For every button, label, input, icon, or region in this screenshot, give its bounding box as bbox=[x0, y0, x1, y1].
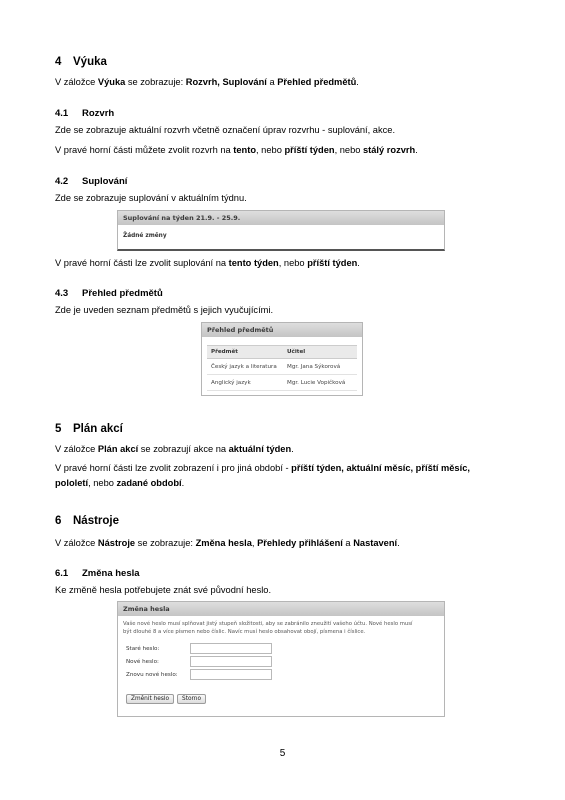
confirm-password-label: Znovu nové heslo: bbox=[126, 671, 178, 678]
zmena-hesla-screenshot bbox=[117, 601, 445, 717]
paragraph-nastroje: V záložce Nástroje se zobrazuje: Změna hesla, Přehledy přihlášení a Nastavení. bbox=[55, 538, 400, 548]
predmety-title-bar: Přehled předmětů bbox=[202, 323, 362, 337]
predmety-screenshot bbox=[201, 322, 363, 396]
paragraph-plan-akci-2: V pravé horní části lze zvolit zobrazení i pro jiná období - příští týden, aktuální měsíc, příští měsíc, bbox=[55, 463, 470, 473]
new-password-label: Nové heslo: bbox=[126, 658, 159, 665]
paragraph-vyuka: V záložce Výuka se zobrazuje: Rozvrh, Suplování a Přehled předmětů. bbox=[55, 77, 359, 87]
password-info-line-2: být dlouhé 8 a více písmen nebo číslic. Navíc musí heslo obsahovat obojí, písmena i číslice. bbox=[123, 629, 366, 635]
no-changes-text: Žádné změny bbox=[123, 233, 167, 239]
table-row: Český jazyk a literatura Mgr. Jana Sýkorová bbox=[207, 359, 357, 375]
column-predmet: Předmět bbox=[211, 349, 238, 355]
table-row: Anglický jazyk Mgr. Lucie Vopičková bbox=[207, 375, 357, 391]
paragraph-rozvrh-2: V pravé horní části můžete zvolit rozvrh na tento, nebo příští týden, nebo stálý rozvrh. bbox=[55, 145, 418, 155]
paragraph-suplovani-2: V pravé horní části lze zvolit suplování na tento týden, nebo příští týden. bbox=[55, 258, 360, 268]
zmena-hesla-title-bar: Změna hesla bbox=[118, 602, 444, 616]
heading-section-4-2: 4.2 Suplování bbox=[55, 176, 128, 187]
heading-section-4: 4 Výuka bbox=[55, 56, 107, 68]
suplovani-title-bar: Suplování na týden 21.9. - 25.9. bbox=[118, 211, 444, 225]
paragraph-plan-akci-1: V záložce Plán akcí se zobrazují akce na aktuální týden. bbox=[55, 444, 294, 454]
page-number: 5 bbox=[279, 748, 286, 759]
paragraph-plan-akci-3: pololetí, nebo zadané období. bbox=[55, 478, 185, 488]
password-info-line-1: Vaše nové heslo musí splňovat jistý stupeň složitosti, aby se zabránilo zneužití vašeho účtu. Nové heslo musí bbox=[123, 621, 413, 627]
suplovani-screenshot bbox=[117, 210, 445, 251]
heading-section-5: 5 Plán akcí bbox=[55, 423, 123, 435]
column-ucitel: Učitel bbox=[287, 349, 306, 355]
new-password-input[interactable] bbox=[190, 656, 272, 667]
heading-section-6-1: 6.1 Změna hesla bbox=[55, 568, 140, 579]
heading-section-6: 6 Nástroje bbox=[55, 515, 120, 527]
heading-section-4-1: 4.1 Rozvrh bbox=[55, 108, 115, 119]
old-password-input[interactable] bbox=[190, 643, 272, 654]
cancel-button[interactable]: Storno bbox=[177, 694, 206, 704]
paragraph-predmety: Zde je uveden seznam předmětů s jejich vyučujícími. bbox=[55, 305, 274, 315]
old-password-label: Staré heslo: bbox=[126, 645, 160, 652]
paragraph-suplovani-1: Zde se zobrazuje suplování v aktuálním týdnu. bbox=[55, 193, 247, 203]
confirm-password-input[interactable] bbox=[190, 669, 272, 680]
heading-section-4-3: 4.3 Přehled předmětů bbox=[55, 288, 163, 299]
paragraph-rozvrh-1: Zde se zobrazuje aktuální rozvrh včetně označení úprav rozvrhu - suplování, akce. bbox=[55, 125, 396, 135]
paragraph-zmena-hesla: Ke změně hesla potřebujete znát své původní heslo. bbox=[55, 585, 272, 595]
change-password-button[interactable]: Změnit heslo bbox=[126, 694, 174, 704]
table-header bbox=[207, 345, 357, 359]
